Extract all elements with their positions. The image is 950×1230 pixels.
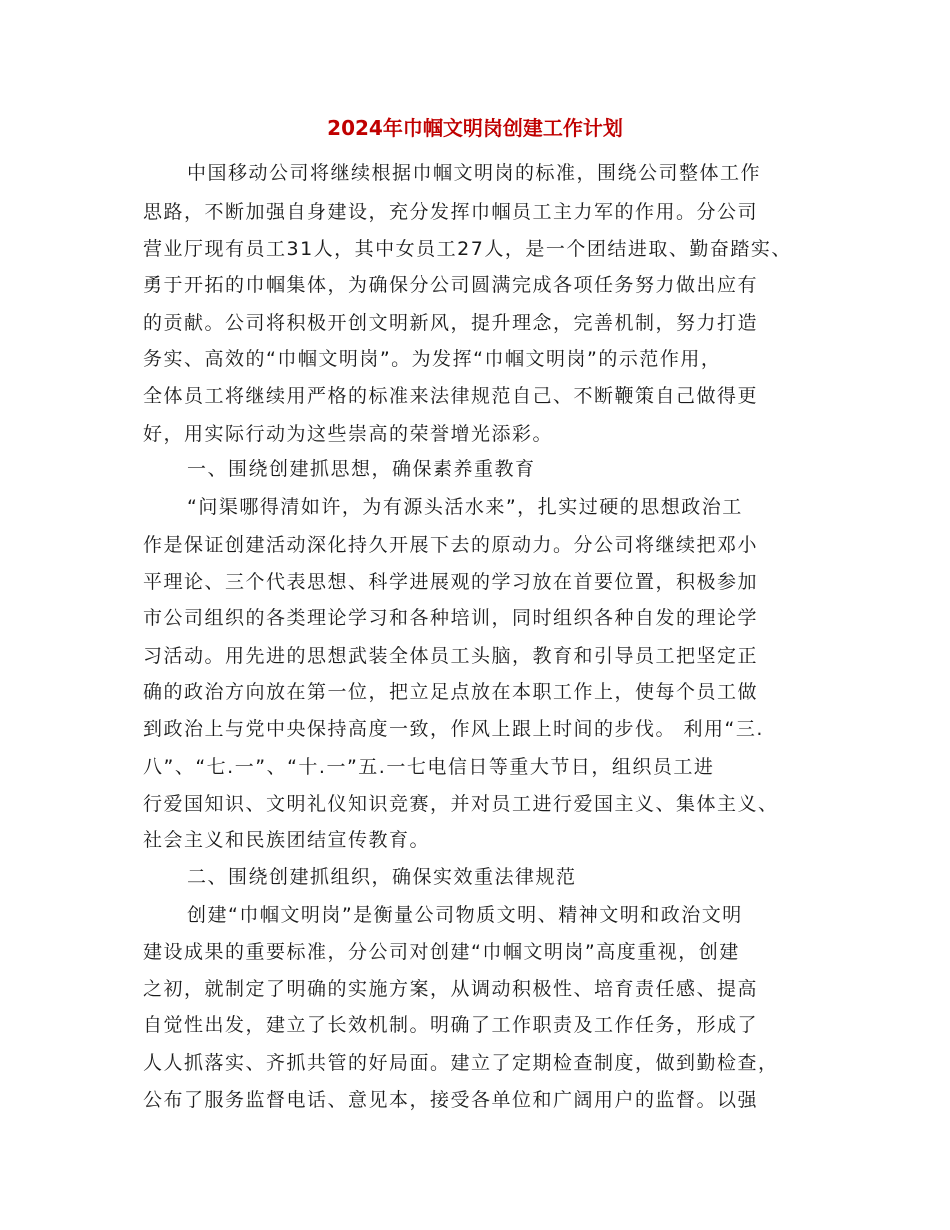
text-line-20: 建设成果的重要标准，分公司对创建“巾帼文明岗”高度重视，创建: [143, 941, 740, 963]
text-line-2: 思路，不断加强自身建设，充分发挥巾帼员工主力军的作用。分公司: [143, 201, 759, 223]
text-line-3: 营业厅现有员工31人，其中女员工27人，是一个团结进取、勤奋踏实、: [143, 238, 792, 260]
section-heading-1: 一、围绕创建抓思想，确保素养重教育: [187, 458, 536, 480]
text-line-4: 勇于开拓的巾帼集体，为确保分公司圆满完成各项任务努力做出应有: [143, 274, 759, 296]
text-line-17: 行爱国知识、文明礼仪知识竞赛，并对员工进行爱国主义、集体主义、: [143, 793, 779, 815]
text-line-24: 公布了服务监督电话、意见本，接受各单位和广阔用户的监督。以强: [143, 1089, 759, 1111]
text-line-8: 好，用实际行动为这些崇高的荣誉增光添彩。: [143, 423, 554, 445]
text-line-14: 确的政治方向放在第一位，把立足点放在本职工作上，使每个员工做: [143, 681, 759, 703]
text-line-12: 市公司组织的各类理论学习和各种培训，同时组织各种自发的理论学: [143, 607, 759, 629]
text-line-6: 务实、高效的“巾帼文明岗”。为发挥“巾帼文明岗”的示范作用，: [143, 348, 722, 370]
text-line-11: 平理论、三个代表思想、科学进展观的学习放在首要位置，积极参加: [143, 571, 759, 593]
section-heading-2: 二、围绕创建抓组织，确保实效重法律规范: [187, 866, 577, 888]
text-line-19: 创建“巾帼文明岗”是衡量公司物质文明、精神文明和政治文明: [187, 904, 743, 926]
text-line-7: 全体员工将继续用严格的标准来法律规范自己、不断鞭策自己做得更: [143, 385, 759, 407]
text-line-15: 到政治上与党中央保持高度一致，作风上跟上时间的步伐。 利用“三.: [143, 718, 764, 740]
text-line-5: 的贡献。公司将积极开创文明新风，提升理念，完善机制，努力打造: [143, 312, 759, 334]
text-line-13: 习活动。用先进的思想武装全体员工头脑，教育和引导员工把坚定正: [143, 645, 759, 667]
text-line-22: 自觉性出发，建立了长效机制。明确了工作职责及工作任务，形成了: [143, 1014, 759, 1036]
text-line-23: 人人抓落实、齐抓共管的好局面。建立了定期检查制度，做到勤检查，: [143, 1052, 779, 1074]
text-line-18: 社会主义和民族团结宣传教育。: [143, 829, 431, 851]
text-line-9: “问渠哪得清如许，为有源头活水来”，扎实过硬的思想政治工: [187, 496, 743, 518]
text-line-21: 之初，就制定了明确的实施方案，从调动积极性、培育责任感、提高: [143, 978, 759, 1000]
document-title: 2024年巾帼文明岗创建工作计划: [327, 116, 623, 140]
text-line-1: 中国移动公司将继续根据巾帼文明岗的标准，围绕公司整体工作: [187, 162, 762, 184]
text-line-10: 作是保证创建活动深化持久开展下去的原动力。分公司将继续把邓小: [143, 534, 759, 556]
text-line-16: 八”、“七.一”、“十.一”五.一七电信日等重大节日，组织员工进: [143, 756, 715, 778]
